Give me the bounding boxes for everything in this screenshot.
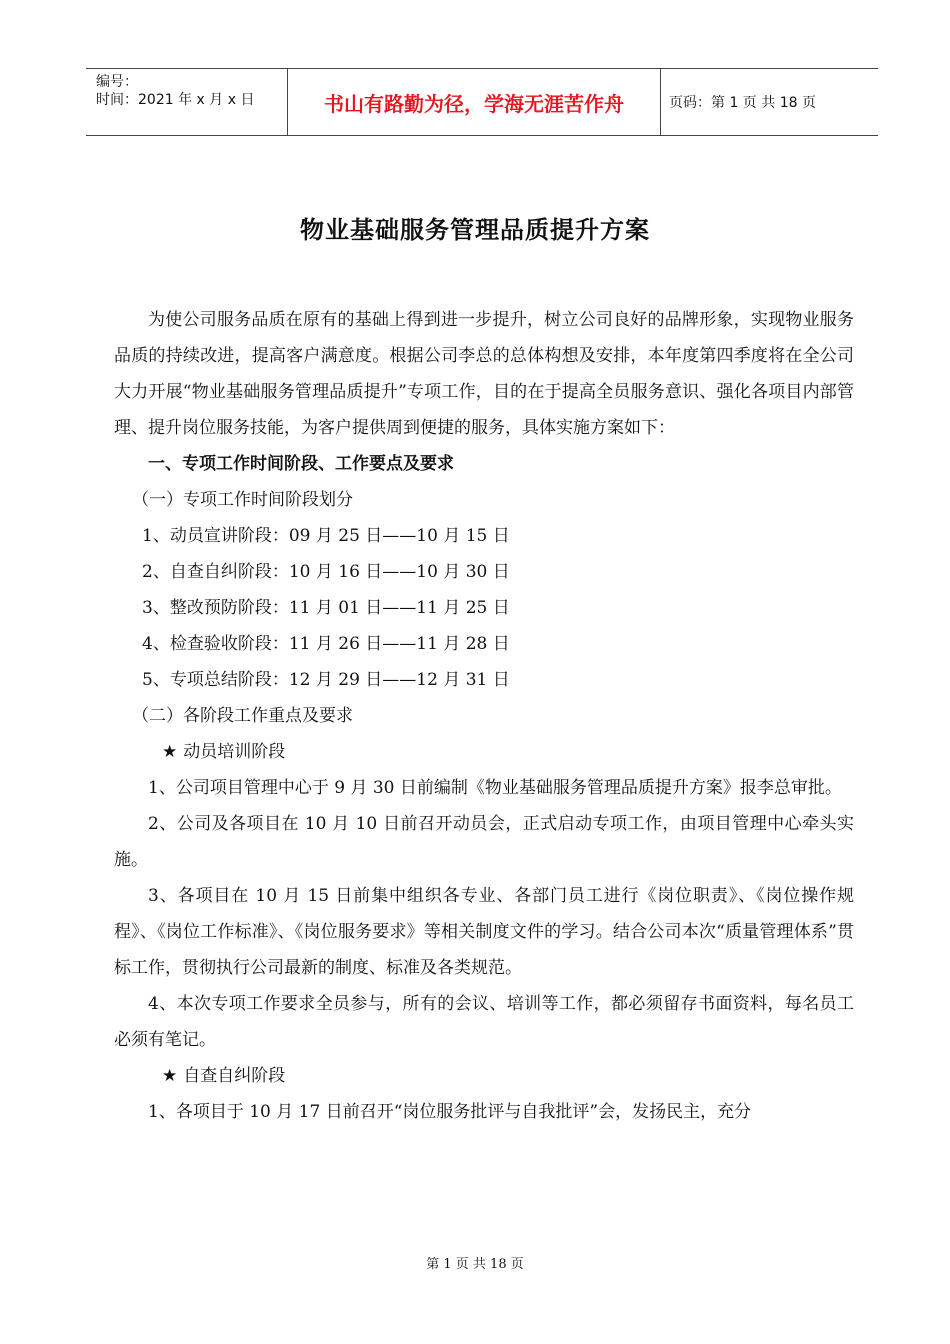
stage-item-2: 2、自查自纠阶段：10 月 16 日——10 月 30 日 [142, 562, 510, 582]
star-icon: ★ [162, 1066, 178, 1086]
star-icon: ★ [162, 742, 178, 762]
phase2-item-1: 1、各项目于 10 月 17 日前召开“岗位服务批评与自我批评”会，发扬民主，充分 [148, 1102, 752, 1122]
stage-item-3: 3、整改预防阶段：11 月 01 日——11 月 25 日 [142, 598, 510, 618]
stage-item-5: 5、专项总结阶段：12 月 29 日——12 月 31 日 [142, 670, 510, 690]
phase1-item-4: 4、本次专项工作要求全员参与，所有的会议、培训等工作，都必须留存书面资料，每名员工必须有笔记。 [114, 994, 854, 1050]
document-title: 物业基础服务管理品质提升方案 [300, 216, 650, 244]
stage-item-1: 1、动员宣讲阶段：09 月 25 日——10 月 15 日 [142, 526, 510, 546]
stage-item-4: 4、检查验收阶段：11 月 26 日——11 月 28 日 [142, 634, 510, 654]
phase-heading-1 [114, 734, 854, 770]
subsection-heading-1: （一）专项工作时间阶段划分 [132, 490, 353, 510]
phase-title-1: 动员培训阶段 [183, 742, 286, 762]
document-body [114, 302, 854, 1130]
section-heading-1: 一、专项工作时间阶段、工作要点及要求 [148, 454, 454, 474]
subsection-heading-2: （二）各阶段工作重点及要求 [132, 706, 353, 726]
header-time-label: 时间：2021 年 x 月 x 日 [96, 92, 255, 108]
page-header [86, 68, 878, 136]
header-motto: 书山有路勤为径，学海无涯苦作舟 [288, 69, 661, 135]
phase-title-2: 自查自纠阶段 [183, 1066, 286, 1086]
phase-heading-2 [114, 1058, 854, 1094]
phase1-item-1: 1、公司项目管理中心于 9 月 30 日前编制《物业基础服务管理品质提升方案》报李总审批。 [148, 778, 842, 798]
header-meta [86, 69, 288, 135]
header-number-label: 编号： [96, 74, 138, 90]
phase1-item-2: 2、公司及各项目在 10 月 10 日前召开动员会，正式启动专项工作，由项目管理中心牵头实施。 [114, 814, 854, 870]
page-footer: 第 1 页 共 18 页 [426, 1257, 524, 1272]
phase1-item-3: 3、各项目在 10 月 15 日前集中组织各专业、各部门员工进行《岗位职责》、《岗位操作规程》、《岗位工作标准》、《岗位服务要求》等相关制度文件的学习。结合公司本次“质量管理体系”贯标工作，贯彻执行公司最新的制度、标准及各类规范。 [114, 886, 854, 978]
intro-paragraph: 为使公司服务品质在原有的基础上得到进一步提升，树立公司良好的品牌形象，实现物业服务品质的持续改进，提高客户满意度。根据公司李总的总体构想及安排，本年度第四季度将在全公司大力开展“物业基础服务管理品质提升”专项工作，目的在于提高全员服务意识、强化各项目内部管理、提升岗位服务技能，为客户提供周到便捷的服务，具体实施方案如下： [114, 310, 854, 438]
header-page-label: 页码：第 1 页 共 18 页 [669, 95, 816, 111]
